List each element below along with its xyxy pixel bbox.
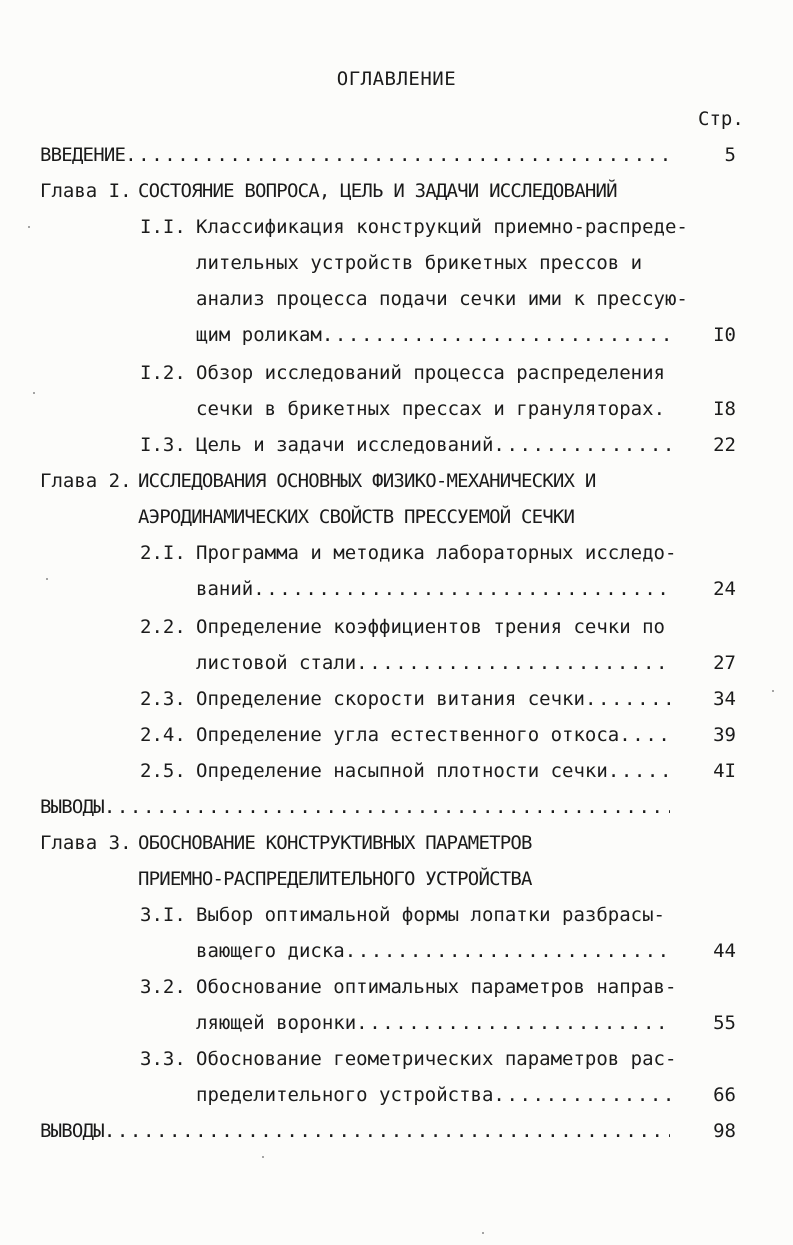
section-title-line: Классификация конструкций приемно-распреде-	[196, 216, 688, 238]
section-number: I.I.	[140, 216, 186, 238]
page-number: I8	[713, 398, 736, 420]
page-column-header: Стр.	[698, 108, 744, 130]
section-title-line: Обзор исследований процесса распределения	[196, 362, 665, 384]
section-title-line: лительных устройств брикетных прессов и	[196, 252, 643, 274]
toc-entry-1-3	[196, 432, 670, 458]
page-number: 44	[713, 940, 736, 962]
chapter-title: ОБОСНОВАНИЕ КОНСТРУКТИВНЫХ ПАРАМЕТРОВ	[138, 832, 532, 854]
toc-entry-2-5	[196, 758, 670, 784]
page-number: 66	[713, 1084, 736, 1106]
toc-title: ОГЛАВЛЕНИЕ	[336, 68, 457, 90]
page-number: 55	[713, 1012, 736, 1034]
section-number: I.2.	[140, 362, 186, 384]
leader-dots	[125, 142, 670, 168]
entry-title: вающего диска	[196, 940, 345, 962]
toc-entry-2-2	[196, 650, 670, 676]
entry-title: щим роликам	[196, 324, 322, 346]
entry-title: Определение насыпной плотности сечки	[196, 760, 608, 782]
section-number: 2.3.	[140, 688, 186, 710]
scan-speck	[482, 1232, 484, 1234]
leader-dots	[322, 322, 670, 348]
entry-title: ляющей воронки	[196, 1012, 357, 1034]
chapter-label: Глава 2.	[40, 470, 132, 492]
page-number: I0	[713, 324, 736, 346]
entry-title: Определение угла естественного откоса	[196, 724, 620, 746]
scan-speck	[262, 1156, 264, 1158]
section-title-line: Обоснование геометрических параметров рас-	[196, 1048, 677, 1070]
chapter-title: АЭРОДИНАМИЧЕСКИХ СВОЙСТВ ПРЕССУЕМОЙ СЕЧКИ	[138, 506, 575, 528]
page-number: 22	[713, 434, 736, 456]
toc-entry-conclusions-2	[40, 1118, 670, 1144]
toc-entry-2-4	[196, 722, 670, 748]
leader-dots	[585, 686, 670, 712]
leader-dots	[253, 576, 670, 602]
entry-title: Определение скорости витания сечки	[196, 688, 585, 710]
leader-dots	[493, 1082, 670, 1108]
toc-entry-1-1	[196, 322, 670, 348]
section-number: 3.3.	[140, 1048, 186, 1070]
toc-entry-2-3	[196, 686, 670, 712]
leader-dots	[493, 432, 670, 458]
section-title-line: Обоснование оптимальных параметров направ-	[196, 976, 677, 998]
page-number: 24	[713, 578, 736, 600]
toc-entry-intro	[40, 142, 670, 168]
scan-speck	[772, 690, 774, 692]
toc-entry-3-2	[196, 1010, 670, 1036]
toc-entry-3-3	[196, 1082, 670, 1108]
leader-dots	[654, 396, 670, 422]
page-number: 5	[724, 144, 736, 166]
leader-dots	[104, 794, 670, 820]
section-title-line: Определение коэффициентов трения сечки по	[196, 616, 665, 638]
page-number: 27	[713, 652, 736, 674]
section-title-line: Программа и методика лабораторных исследо-	[196, 542, 677, 564]
toc-entry-3-1	[196, 938, 670, 964]
section-number: 2.2.	[140, 616, 186, 638]
scan-speck	[33, 392, 35, 394]
page-number: 4I	[713, 760, 736, 782]
section-number: 2.I.	[140, 542, 186, 564]
entry-title: листовой стали	[196, 652, 357, 674]
section-number: 3.I.	[140, 904, 186, 926]
section-number: 2.4.	[140, 724, 186, 746]
leader-dots	[345, 938, 670, 964]
entry-title: ваний	[196, 578, 254, 600]
page-number: 39	[713, 724, 736, 746]
page-number: 34	[713, 688, 736, 710]
chapter-label: Глава I.	[40, 180, 132, 202]
section-number: 3.2.	[140, 976, 186, 998]
scan-speck	[28, 226, 30, 228]
entry-title: ВЫВОДЫ	[40, 796, 104, 818]
leader-dots	[608, 758, 670, 784]
leader-dots	[104, 1118, 670, 1144]
entry-title: Цель и задачи исследований	[196, 434, 494, 456]
leader-dots	[356, 650, 670, 676]
section-number: I.3.	[140, 434, 186, 456]
section-title-line: Выбор оптимальной формы лопатки разбрасы-	[196, 904, 665, 926]
toc-entry-1-2	[196, 396, 670, 422]
chapter-label: Глава 3.	[40, 832, 132, 854]
toc-entry-conclusions-1	[40, 794, 670, 820]
toc-entry-2-1	[196, 576, 670, 602]
scan-speck	[46, 578, 48, 580]
section-title-line: анализ процесса подачи сечки ими к прессую-	[196, 288, 688, 310]
chapter-title: СОСТОЯНИЕ ВОПРОСА, ЦЕЛЬ И ЗАДАЧИ ИССЛЕДОВАНИЙ	[138, 180, 617, 202]
page-number: 98	[713, 1120, 736, 1142]
entry-title: ВЫВОДЫ	[40, 1120, 104, 1142]
leader-dots	[619, 722, 670, 748]
entry-title: пределительного устройства	[196, 1084, 494, 1106]
entry-title: сечки в брикетных прессах и грануляторах	[196, 398, 654, 420]
chapter-title: ИССЛЕДОВАНИЯ ОСНОВНЫХ ФИЗИКО-МЕХАНИЧЕСКИХ И	[138, 470, 596, 492]
chapter-title: ПРИЕМНО-РАСПРЕДЕЛИТЕЛЬНОГО УСТРОЙСТВА	[138, 868, 532, 890]
leader-dots	[356, 1010, 670, 1036]
entry-title: ВВЕДЕНИЕ	[40, 144, 126, 166]
section-number: 2.5.	[140, 760, 186, 782]
